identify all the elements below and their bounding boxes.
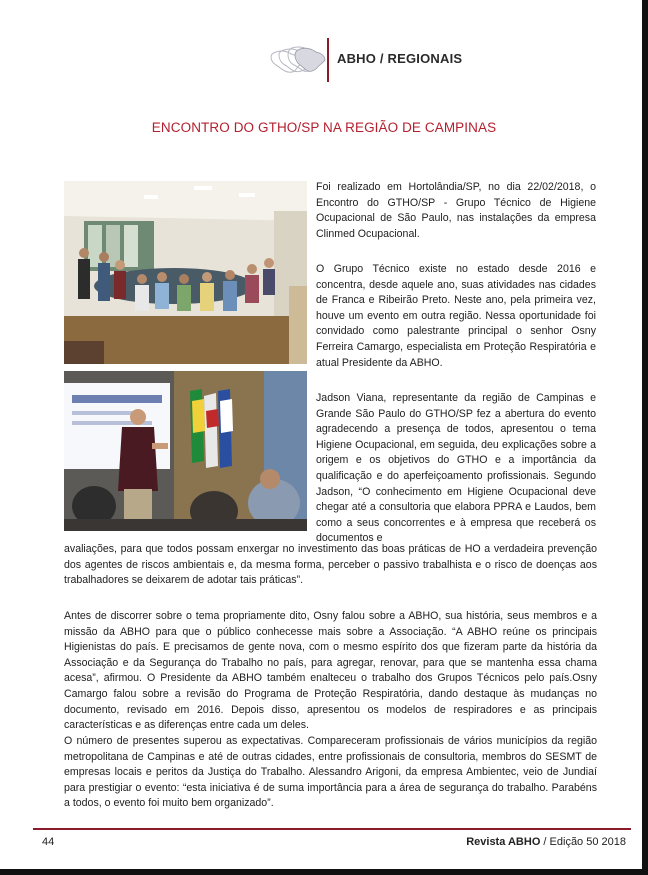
audience-photo bbox=[64, 181, 307, 364]
brazil-map-logo-icon bbox=[270, 44, 326, 74]
speaker-photo bbox=[64, 371, 307, 531]
header-accent-bar bbox=[327, 38, 329, 82]
article-title: ENCONTRO DO GTHO/SP NA REGIÃO DE CAMPINAS bbox=[151, 120, 497, 135]
article-paragraph-3a: Jadson Viana, representante da região de Campinas e Grande São Paulo do GTHO/SP fez a abertura do evento agradecendo a presença de todos, apresentou o tema Higiene Ocupacional, em seguida, deu explicações sobre a origem e os objetivos do GTHO e a importância da qualificação e do aperfeiçoamento profissionais. Segundo Jadson, “O conhecimento em Higiene Ocupacional deve chegar até a consultoria que elabora PPRA e Laudos, bem como a seus concorrentes e à empresa que receberá os documentos e bbox=[316, 392, 596, 545]
section-header bbox=[270, 38, 520, 82]
page-edge-bottom bbox=[0, 869, 648, 875]
edition-label: / Edição 50 2018 bbox=[540, 836, 626, 848]
footer-magazine bbox=[466, 836, 626, 848]
article-paragraph-4: Antes de discorrer sobre o tema propriamente dito, Osny falou sobre a ABHO, sua história, seus membros e a missão da ABHO para que o público conhecesse mais sobre a Associação. “A ABHO reúne os principais Higienistas do país. E precisamos de gente nova, com o mesmo espírito dos que fizeram parte da história da Associação e da Segurança do Trabalho no país, para agregar, renovar, para que se mantenha essa chama acesa”, afirmou. O Presidente da ABHO também enalteceu o trabalho dos Grupos Técnicos pelo país.Osny Camargo falou sobre a revisão do Programa de Proteção Respiratória, dando destaque às mudanças no documento, revisado em 2016. Depois disso, apresentou os modelos de respiradores e as principais características e as diferenças entre cada um deles. bbox=[64, 610, 597, 732]
article-paragraph-2: O Grupo Técnico existe no estado desde 2016 e concentra, desde aquele ano, suas atividades nas cidades de Franca e Ribeirão Preto. Neste ano, pela primeira vez, houve um evento em outra região. Nessa oportunidade foi convidado como palestrante principal o senhor Osny Ferreira Camargo, especialista em Proteção Respiratória e atual Presidente da ABHO. bbox=[316, 263, 596, 369]
section-title: ABHO / REGIONAIS bbox=[337, 51, 463, 66]
footer-divider bbox=[33, 828, 631, 830]
article-paragraph-5: O número de presentes superou as expectativas. Compareceram profissionais de vários municípios da região metropolitana de Campinas e até de outras cidades, entre profissionais de consultoria, membros do SESMT de empresas locais e peritos da Justiça do Trabalho. Alessandro Arigoni, da empresa Ambientec, veio de Jundiaí para prestigiar o evento: “esta iniciativa é de suma importância para a área de segurança do trabalho. Parabéns a todos, o evento foi muito bem organizado”. bbox=[64, 735, 597, 810]
magazine-name: Revista ABHO bbox=[466, 836, 541, 848]
page-number: 44 bbox=[42, 836, 55, 848]
article-paragraph-1: Foi realizado em Hortolândia/SP, no dia 22/02/2018, o Encontro do GTHO/SP - Grupo Técnico de Higiene Ocupacional de São Paulo, nas instalações da empresa Clinmed Ocupacional. bbox=[316, 181, 596, 240]
article-paragraph-3b: avaliações, para que todos possam enxergar no investimento das boas práticas de HO a verdadeira prevenção dos agentes de riscos ambientais e, da mesma forma, perceber o passivo trabalhista e o risco de doenças aos trabalhadores se deixarem de adotar tais práticas”. bbox=[64, 543, 597, 587]
